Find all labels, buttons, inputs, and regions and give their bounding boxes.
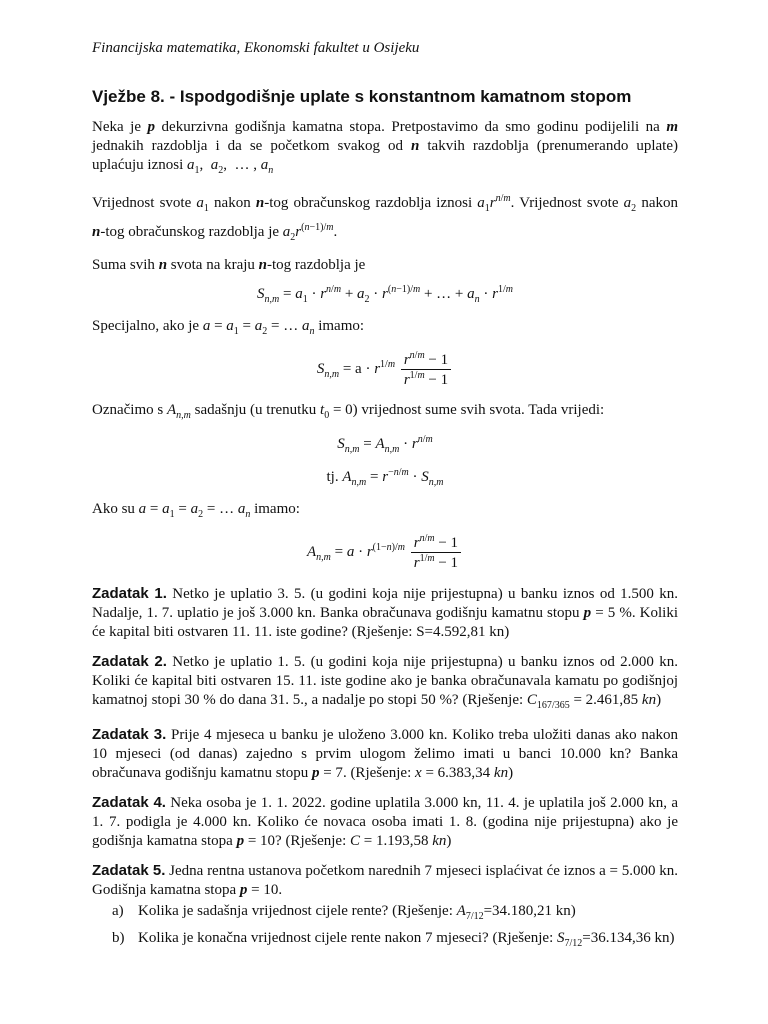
intro-paragraph-6: Ako su $a = a_1 = a_2$ = … $a_n$ imamo: <box>92 501 300 520</box>
formula-present-value-special: $A_{n,m} = a \cdot r^{(1-n)/m}$ $\frac{r^{n/m} - 1}{r^{1/m} - 1}$ <box>92 533 678 572</box>
intro-paragraph-2: Vrijednost svote $a_1$ nakon n-tog obračunskog razdoblja iznosi $a_1r^{n/m}$. Vrijednost svote $a_2$ nakon n-tog obračunskog razdoblja je $a_2r^{(n-1)/m}$. <box>92 193 678 243</box>
formula-sum-special: $S_{n,m} = a \cdot r^{1/m}$ $\frac{r^{n/m} - 1}{r^{1/m} - 1}$ <box>92 350 678 389</box>
intro-paragraph-4: Specijalno, ako je $a = a_1 = a_2$ = … $a_n$ imamo: <box>92 318 365 337</box>
task-1: Zadatak 1. Netko je uplatio 3. 5. (u godini koja nije prijestupna) u banku iznos od 1.500 kn. Nadalje, 1. 7. uplatio je još 3.000 kn. Banka obračunava godišnju kamatnu stopu p = 5 %. Koliki će kapital biti ostvaren 11. 11. iste godine? (Rješenje: S=4.592,81 kn) <box>92 585 678 640</box>
intro-paragraph-1: Neka je p dekurzivna godišnja kamatna stopa. Pretpostavimo da smo godinu podijelili na m jednakih razdoblja i da se početkom svakog od n takvih razdoblja (prenumerando uplate) uplaćuju iznosi $a_1$, $a_2$, … , $a_n$ <box>92 119 678 176</box>
task-5 <box>92 861 678 953</box>
formula-present-value: $S_{n,m} = A_{n,m} \cdot r^{n/m}$ <box>337 434 433 455</box>
list-item: b) Kolika je konačna vrijednost cijele rente nakon 7 mjeseci? (Rješenje: $S_{7/12}=36.134,36$ kn) <box>112 930 675 949</box>
intro-paragraph-5: Označimo s $A_{n,m}$ sadašnju (u trenutku $t_0 = 0$) vrijednost sume svih svota. Tada vrijedi: <box>92 402 605 421</box>
page-header: Financijska matematika, Ekonomski fakultet u Osijeku <box>92 40 420 56</box>
formula-present-value-tj: tj. $A_{n,m} = r^{-n/m} \cdot S_{n,m}$ <box>326 467 444 488</box>
intro-paragraph-3: Suma svih n svota na kraju n-tog razdoblja je <box>92 257 366 273</box>
formula-sum: $S_{n,m} = a_1 \cdot r^{n/m} + a_2 \cdot r^{(n-1)/m}$ + … + $a_n \cdot r^{1/m}$ <box>257 284 513 305</box>
list-item: a) Kolika je sadašnja vrijednost cijele rente? (Rješenje: $A_{7/12}=34.180,21$ kn) <box>112 903 576 922</box>
task-3: Zadatak 3. Prije 4 mjeseca u banku je uloženo 3.000 kn. Koliko treba uložiti danas ako nakon 10 mjeseci (od danas) zajedno s prvim ulogom želimo imati u banci 10.000 kn? Banka obračunava godišnju kamatnu stopu p = 7. (Rješenje: x = 6.383,34 kn) <box>92 726 678 781</box>
task-2: Zadatak 2. Netko je uplatio 1. 5. (u godini koja nije prijestupna) u banku iznos od 2.000 kn. Koliki će kapital biti ostvaren 15. 11. iste godine ako je banka obračunavala kamatu po godišnjoj kamatnoj stopi 30 % do dana 31. 5., a nadalje po stopi 50 %? (Rješenje: $C_{167/365} = 2.461,85$ kn) <box>92 653 678 711</box>
task-5-subtasks <box>92 902 678 953</box>
task-5-text: Zadatak 5. Jedna rentna ustanova početkom narednih 7 mjeseci isplaćivat će iznos a = 5.000 kn. Godišnja kamatna stopa p = 10. <box>92 862 679 898</box>
page-title: Vježbe 8. - Ispodgodišnje uplate s konstantnom kamatnom stopom <box>92 87 632 106</box>
task-4: Zadatak 4. Neka osoba je 1. 1. 2022. godine uplatila 3.000 kn, 11. 4. je uplatila još 2.000 kn, a 1. 7. podigla je 4.000 kn. Koliko će novaca osoba imati 1. 8. (godina nije prijestupna) ako je godišnja kamatna stopa p = 10? (Rješenje: C = 1.193,58 kn) <box>92 794 678 849</box>
